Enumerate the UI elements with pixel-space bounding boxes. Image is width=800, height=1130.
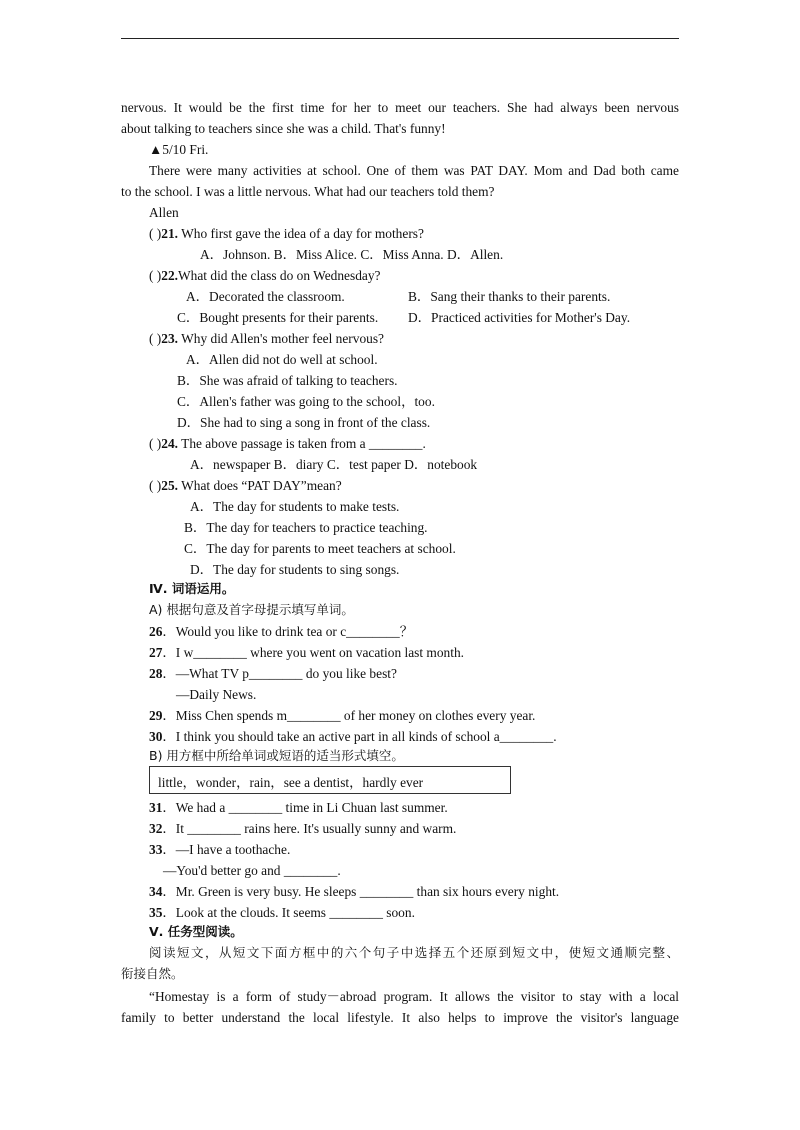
question-22 [149,269,381,282]
answer-blank[interactable]: ( ) [149,268,162,283]
option-line: A．Johnson. B．Miss Alice. C．Miss Anna. D．Allen. [200,247,504,262]
item-number: 31 [149,800,163,815]
question-21 [149,227,424,240]
item-number: 27 [149,645,163,660]
option-line: A．newspaper B．diary C．test paper D．notebook [190,457,478,472]
section-instruction: B) 用方框中所给单词或短语的适当形式填空。 [149,748,404,763]
section-heading: Ⅴ. 任务型阅读。 [149,924,243,939]
answer-blank[interactable]: ( ) [149,478,162,493]
fill-item [149,646,464,659]
option-b: B．The day for teachers to practice teaching. [184,520,428,535]
question-text: Why did Allen's mother feel nervous? [178,331,384,346]
fill-item [149,730,557,743]
item-text: ．It ________ rains here. It's usually sunny and warm. [162,821,457,836]
option-a: A．Decorated the classroom. [186,289,345,304]
fill-item [149,885,559,898]
question-number: 21. [161,226,179,241]
question-24 [149,437,426,450]
fill-item-answer: —You'd better go and ________. [163,863,341,878]
option-b: B．Sang their thanks to their parents. [408,289,611,304]
passage-line: nervous. It would be the first time for her to meet our teachers. She had always been nervous [121,100,679,115]
section-heading: Ⅳ. 词语运用。 [149,581,235,596]
question-number: 24. [161,436,179,451]
item-number: 26 [149,624,163,639]
question-23 [149,332,384,345]
item-number: 28 [149,666,163,681]
fill-item [149,709,535,722]
word-box-text: little，wonder，rain，see a dentist，hardly ever [158,775,424,790]
item-text: ．Mr. Green is very busy. He sleeps ________ than six hours every night. [162,884,560,899]
passage-line: about talking to teachers since she was a child. That's funny! [121,121,446,136]
item-text: ．I w________ where you went on vacation last month. [162,645,464,660]
item-number: 33 [149,842,163,857]
answer-blank[interactable]: ( ) [149,331,162,346]
item-number: 34 [149,884,163,899]
option-d: D．Practiced activities for Mother's Day. [408,310,631,325]
passage-line: family to better understand the local lifestyle. It also helps to improve the visitor's language [121,1010,679,1025]
signature: Allen [149,205,179,220]
item-text: ．I think you should take an active part in all kinds of school a________. [162,729,557,744]
passage-line: There were many activities at school. One of them was PAT DAY. Mom and Dad both came [149,163,679,178]
option-d: D．She had to sing a song in front of the class. [177,415,431,430]
option-c: C．Allen's father was going to the school，too. [177,394,435,409]
option-c: C．The day for parents to meet teachers at school. [184,541,456,556]
answer-blank[interactable]: ( ) [149,436,162,451]
question-text: The above passage is taken from a ________. [178,436,426,451]
option-a: A．Allen did not do well at school. [186,352,378,367]
question-text: What did the class do on Wednesday? [178,268,381,283]
header-rule [121,38,679,39]
passage-line: “Homestay is a form of study－abroad program. It allows the visitor to stay with a local [149,989,679,1004]
item-text: ．Look at the clouds. It seems ________ soon. [162,905,415,920]
fill-item [149,667,397,680]
question-number: 22. [161,268,179,283]
item-text: ．Miss Chen spends m________ of her money on clothes every year. [162,708,536,723]
fill-item [149,843,290,856]
question-number: 23. [161,331,179,346]
item-text: ．Would you like to drink tea or c________？ [162,624,414,639]
option-d: D．The day for students to sing songs. [190,562,400,577]
word-box [149,766,511,794]
fill-item [149,906,415,919]
fill-item [149,822,456,835]
item-number: 29 [149,708,163,723]
question-number: 25. [161,478,179,493]
option-c: C．Bought presents for their parents. [177,310,379,325]
question-text: What does “PAT DAY”mean? [178,478,342,493]
fill-item-answer: —Daily News. [176,687,257,702]
passage-line: to the school. I was a little nervous. What had our teachers told them? [121,184,495,199]
item-text: ．—I have a toothache. [162,842,291,857]
question-25 [149,479,342,492]
section-instruction: A) 根据句意及首字母提示填写单词。 [149,602,354,617]
item-number: 30 [149,729,163,744]
item-number: 32 [149,821,163,836]
item-text: ．We had a ________ time in Li Chuan last summer. [162,800,448,815]
item-text: ．—What TV p________ do you like best? [162,666,397,681]
item-number: 35 [149,905,163,920]
fill-item [149,625,413,638]
option-b: B．She was afraid of talking to teachers. [177,373,398,388]
fill-item [149,801,448,814]
answer-blank[interactable]: ( ) [149,226,162,241]
question-text: Who first gave the idea of a day for mothers? [178,226,424,241]
option-a: A．The day for students to make tests. [190,499,400,514]
diary-date: ▲5/10 Fri. [149,142,209,157]
section-instruction: 衔接自然。 [121,966,184,981]
section-instruction: 阅读短文，从短文下面方框中的六个句子中选择五个还原到短文中，使短文通顺完整、 [149,945,679,960]
